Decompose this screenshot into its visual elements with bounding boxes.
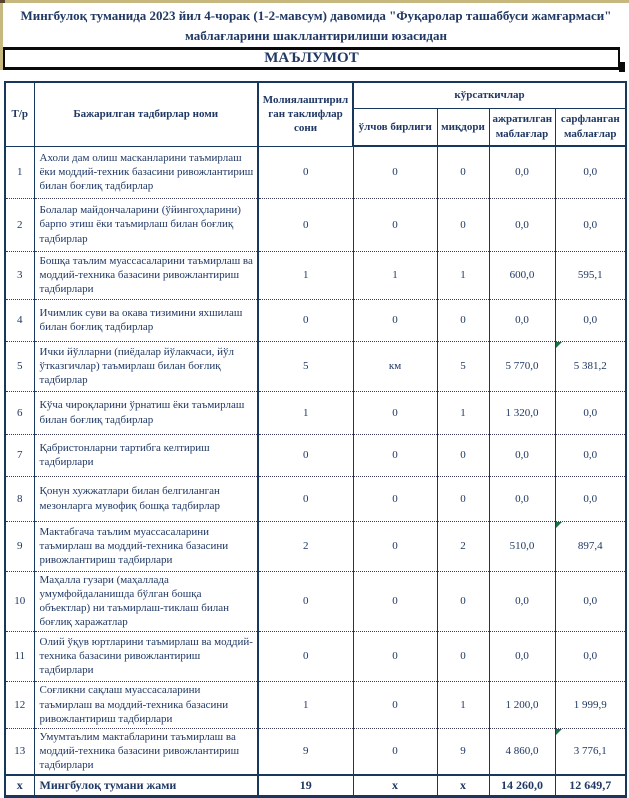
table-row [5,631,626,681]
proposals-count-cell: 0 [258,571,353,631]
table-footer [5,775,626,797]
allocated-funds-cell: 0,0 [489,434,555,476]
allocated-funds-cell: 0,0 [489,198,555,251]
header-activity-name: Бажарилган тадбирлар номи [34,82,258,146]
table-row [5,521,626,571]
row-number-cell: 4 [5,299,34,341]
quantity-cell: 1 [437,251,489,299]
spent-funds-cell: 3 776,1 [555,728,626,774]
unit-cell: 0 [353,434,437,476]
spent-funds-cell: 0,0 [555,146,626,198]
spent-funds-cell: 0,0 [555,299,626,341]
row-number-cell: 9 [5,521,34,571]
unit-cell: 0 [353,146,437,198]
row-number-cell: 12 [5,681,34,728]
quantity-cell: 0 [437,631,489,681]
quantity-cell: 1 [437,391,489,434]
activity-name-cell: Олий ўқув юртларини таъмирлаш ва моддий-техника базасини ривожлантириш тадбирлари [34,631,258,681]
allocated-funds-cell: 1 200,0 [489,681,555,728]
unit-cell: км [353,341,437,391]
report-table [4,81,627,798]
row-number-cell: 7 [5,434,34,476]
allocated-funds-cell: 0,0 [489,299,555,341]
table-row [5,434,626,476]
quantity-cell: 9 [437,728,489,774]
activity-name-cell: Қабристонларни тартибга келтириш тадбирлари [34,434,258,476]
row-number-cell: 8 [5,476,34,521]
subtitle-text: МАЪЛУМОТ [264,50,359,66]
row-number-cell: 11 [5,631,34,681]
proposals-count-cell: 1 [258,391,353,434]
proposals-count-cell: 1 [258,251,353,299]
table-row [5,146,626,198]
spent-funds-cell: 0,0 [555,571,626,631]
table-header [5,82,626,146]
spent-funds-cell: 0,0 [555,198,626,251]
activity-name-cell: Маҳалла гузари (маҳаллада умумфойдаланишда бўлган бошқа объектлар) ни таъмирлаш-тиклаш билан боғлиқ харажатлар [34,571,258,631]
allocated-funds-cell: 600,0 [489,251,555,299]
table-row [5,299,626,341]
row-number-cell: 6 [5,391,34,434]
unit-cell: 0 [353,521,437,571]
unit-cell: 1 [353,251,437,299]
quantity-cell: 0 [437,299,489,341]
activity-name-cell: Ахоли дам олиш масканларини таъмирлаш ёки моддий-техник базасини ривожлантириш билан боғлиқ тадбирлар [34,146,258,198]
row-number-cell: 2 [5,198,34,251]
green-triangle-icon [556,729,562,735]
header-indicators-group: кўрсаткичлар [353,82,626,108]
table-row [5,476,626,521]
total-unit-cell: х [353,775,437,797]
table-row [5,251,626,299]
header-row-number: Т/р [5,82,34,146]
activity-name-cell: Қонун хужжатлари билан белгиланган мезонларга мувофиқ бошқа тадбирлар [34,476,258,521]
activity-name-cell: Умумтаълим мактабларини таъмирлаш ва моддий-техника базасини ривожлантириш тадбирлари [34,728,258,774]
spent-funds-cell: 595,1 [555,251,626,299]
page-title-line2: маблағларини шакллантирилиши юзасидан [184,27,447,43]
proposals-count-cell: 5 [258,341,353,391]
page-title [3,3,629,47]
subtitle-banner [3,47,620,70]
table-row [5,571,626,631]
activity-name-cell: Бошқа таълим муассасаларини таъмирлаш ва моддий-техника базасини ривожлантириш тадбирлари [34,251,258,299]
activity-name-cell: Соғликни сақлаш муассасаларини таъмирлаш ва моддий-техника базасини ривожлантириш тадбирлари [34,681,258,728]
allocated-funds-cell: 5 770,0 [489,341,555,391]
unit-cell: 0 [353,631,437,681]
total-row [5,775,626,797]
total-proposals-cell: 19 [258,775,353,797]
allocated-funds-cell: 0,0 [489,476,555,521]
table-row [5,198,626,251]
header-unit: ўлчов бирлиги [353,108,437,146]
quantity-cell: 5 [437,341,489,391]
unit-cell: 0 [353,299,437,341]
spent-funds-cell: 0,0 [555,631,626,681]
allocated-funds-cell: 1 320,0 [489,391,555,434]
proposals-count-cell: 0 [258,434,353,476]
header-proposals-count: Молиялаштирил ган таклифлар сони [258,82,353,146]
unit-cell: 0 [353,391,437,434]
green-triangle-icon [556,522,562,528]
header-allocated-funds: ажратилган маблағлар [489,108,555,146]
proposals-count-cell: 0 [258,146,353,198]
activity-name-cell: Ичимлик суви ва окава тизимини яхшилаш билан боғлиқ тадбирлар [34,299,258,341]
activity-name-cell: Кўча чироқларини ўрнатиш ёки таъмирлаш билан боғлиқ тадбирлар [34,391,258,434]
row-number-cell: 3 [5,251,34,299]
total-spent-cell: 12 649,7 [555,775,626,797]
unit-cell: 0 [353,571,437,631]
row-number-cell: 1 [5,146,34,198]
quantity-cell: 0 [437,146,489,198]
allocated-funds-cell: 0,0 [489,146,555,198]
activity-name-cell: Мактабгача таълим муассасаларини таъмирлаш ва моддий-техника базасини ривожлантириш тадбирлари [34,521,258,571]
proposals-count-cell: 0 [258,299,353,341]
activity-name-cell: Ички йўлларни (пиёдалар йўлакчаси, йўл ўтказгичлар) таъмирлаш билан боғлиқ тадбирлар [34,341,258,391]
quantity-cell: 0 [437,198,489,251]
row-number-cell: 10 [5,571,34,631]
green-triangle-icon [556,342,562,348]
unit-cell: 0 [353,728,437,774]
quantity-cell: 0 [437,434,489,476]
allocated-funds-cell: 510,0 [489,521,555,571]
spent-funds-cell: 897,4 [555,521,626,571]
total-quantity-cell: х [437,775,489,797]
quantity-cell: 0 [437,571,489,631]
header-quantity: миқдори [437,108,489,146]
proposals-count-cell: 0 [258,198,353,251]
quantity-cell: 0 [437,476,489,521]
activity-name-cell: Болалар майдончаларини (ўйингоҳларини) барпо этиш ёки таъмирлаш билан боғлиқ тадбирлар [34,198,258,251]
total-allocated-cell: 14 260,0 [489,775,555,797]
allocated-funds-cell: 4 860,0 [489,728,555,774]
unit-cell: 0 [353,476,437,521]
total-name-cell: Мингбулоқ тумани жами [34,775,258,797]
unit-cell: 0 [353,198,437,251]
table-body [5,146,626,775]
allocated-funds-cell: 0,0 [489,631,555,681]
corner-ornament [0,0,5,3]
total-row-number-cell: х [5,775,34,797]
spent-funds-cell: 5 381,2 [555,341,626,391]
spent-funds-cell: 0,0 [555,434,626,476]
spent-funds-cell: 1 999,9 [555,681,626,728]
proposals-count-cell: 2 [258,521,353,571]
table-row [5,681,626,728]
quantity-cell: 1 [437,681,489,728]
table-row [5,341,626,391]
header-row-top [5,82,626,108]
spent-funds-cell: 0,0 [555,391,626,434]
allocated-funds-cell: 0,0 [489,571,555,631]
document-header [0,0,629,70]
row-number-cell: 5 [5,341,34,391]
proposals-count-cell: 1 [258,681,353,728]
proposals-count-cell: 9 [258,728,353,774]
unit-cell: 0 [353,681,437,728]
page-title-line1: Мингбулоқ туманида 2023 йил 4-чорак (1-2-мавсум) давомида "Фуқаролар ташаббуси жамғармаси" [20,8,612,23]
proposals-count-cell: 0 [258,631,353,681]
quantity-cell: 2 [437,521,489,571]
spent-funds-cell: 0,0 [555,476,626,521]
header-spent-funds: сарфланган маблағлар [555,108,626,146]
table-row [5,391,626,434]
row-number-cell: 13 [5,728,34,774]
table-row [5,728,626,774]
proposals-count-cell: 0 [258,476,353,521]
